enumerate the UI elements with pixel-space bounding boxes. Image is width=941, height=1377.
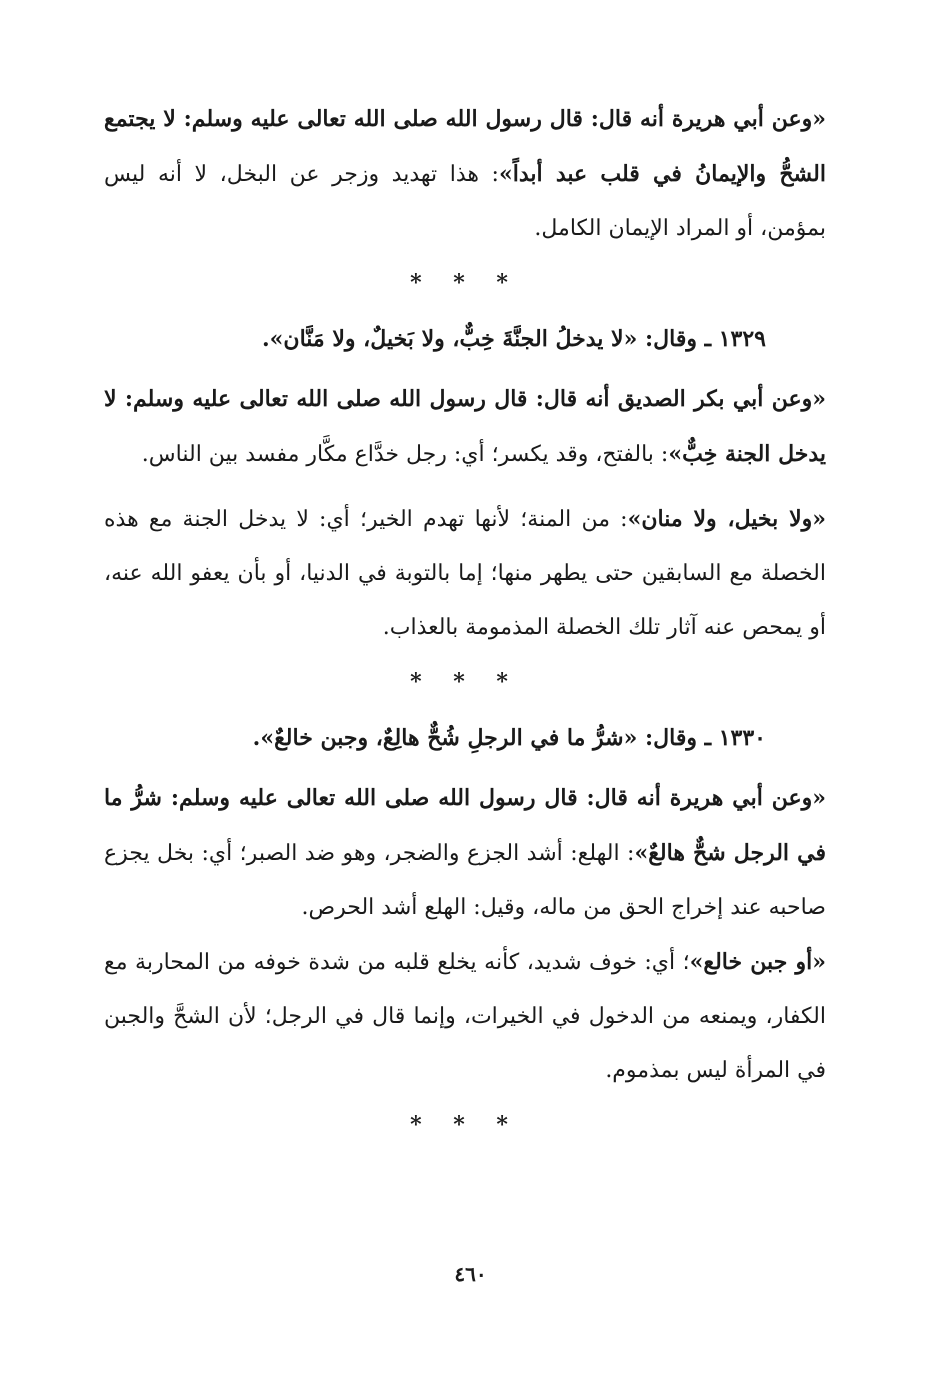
paragraph-5	[104, 935, 826, 1098]
section-separator: * * *	[410, 1112, 520, 1138]
page-body	[104, 92, 826, 1154]
section-separator: * * *	[410, 270, 520, 296]
hadith-number: ١٣٢٩ ـ وقال:	[637, 326, 766, 352]
hadith-text: «لا يدخلُ الجنَّةَ خِبٌّ، ولا بَخيلٌ، ولا مَنَّان».	[262, 326, 638, 352]
paragraph-3	[104, 492, 826, 655]
paragraph-3-quote: «ولا بخيل، ولا منان»	[627, 506, 826, 532]
paragraph-3-commentary: : من المنة؛ لأنها تهدم الخير؛ أي: لا يدخل الجنة مع هذه الخصلة مع السابقين حتى يطهر منها؛ إما بالتوبة في الدنيا، أو بأن يعفو الله عنه، أو يمحص عنه آثار تلك الخصلة المذمومة بالعذاب.	[104, 507, 826, 640]
paragraph-4	[104, 771, 826, 935]
paragraph-4-commentary: : الهلع: أشد الجزع والضجر، وهو ضد الصبر؛ أي: بخل يجزع صاحبه عند إخراج الحق من ماله، وقيل: الهلع أشد الحرص.	[104, 841, 826, 920]
section-separator: * * *	[410, 669, 520, 695]
paragraph-2-commentary: : بالفتح، وقد يكسر؛ أي: رجل خدَّاع مكَّار مفسد بين الناس.	[141, 442, 669, 467]
paragraph-1-commentary: : هذا تهديد وزجر عن البخل، لا أنه ليس بمؤمن، أو المراد الإيمان الكامل.	[104, 162, 826, 241]
hadith-heading-1329	[104, 312, 826, 366]
paragraph-2-quote: «وعن أبي بكر الصديق أنه قال: قال رسول الله صلى الله تعالى عليه وسلم: لا يدخل الجنة خِبٌّ»	[104, 386, 826, 467]
paragraph-2	[104, 372, 826, 482]
hadith-text: «شرُّ ما في الرجلِ شُحٌّ هالِعٌ، وجبن خالعٌ».	[252, 725, 638, 751]
hadith-number: ١٣٣٠ ـ وقال:	[637, 725, 766, 751]
paragraph-5-quote: «أو جبن خالع»	[689, 949, 826, 975]
paragraph-1	[104, 92, 826, 256]
paragraph-1-quote: «وعن أبي هريرة أنه قال: قال رسول الله صلى الله تعالى عليه وسلم: لا يجتمع الشحُّ والإيمانُ في قلب عبد أبداً»	[104, 106, 826, 187]
hadith-heading-1330	[104, 711, 826, 765]
paragraph-5-commentary: ؛ أي: خوف شديد، كأنه يخلع قلبه من شدة خوفه من المحاربة مع الكفار، ويمنعه من الدخول في الخيرات، وإنما قال في الرجل؛ لأن الشحَّ والجبن في المرأة ليس بمذموم.	[104, 950, 826, 1083]
paragraph-4-quote: «وعن أبي هريرة أنه قال: قال رسول الله صلى الله تعالى عليه وسلم: شرُّ ما في الرجل شحٌّ هالعٌ»	[104, 785, 827, 866]
page-number: ٤٦٠	[454, 1262, 487, 1286]
